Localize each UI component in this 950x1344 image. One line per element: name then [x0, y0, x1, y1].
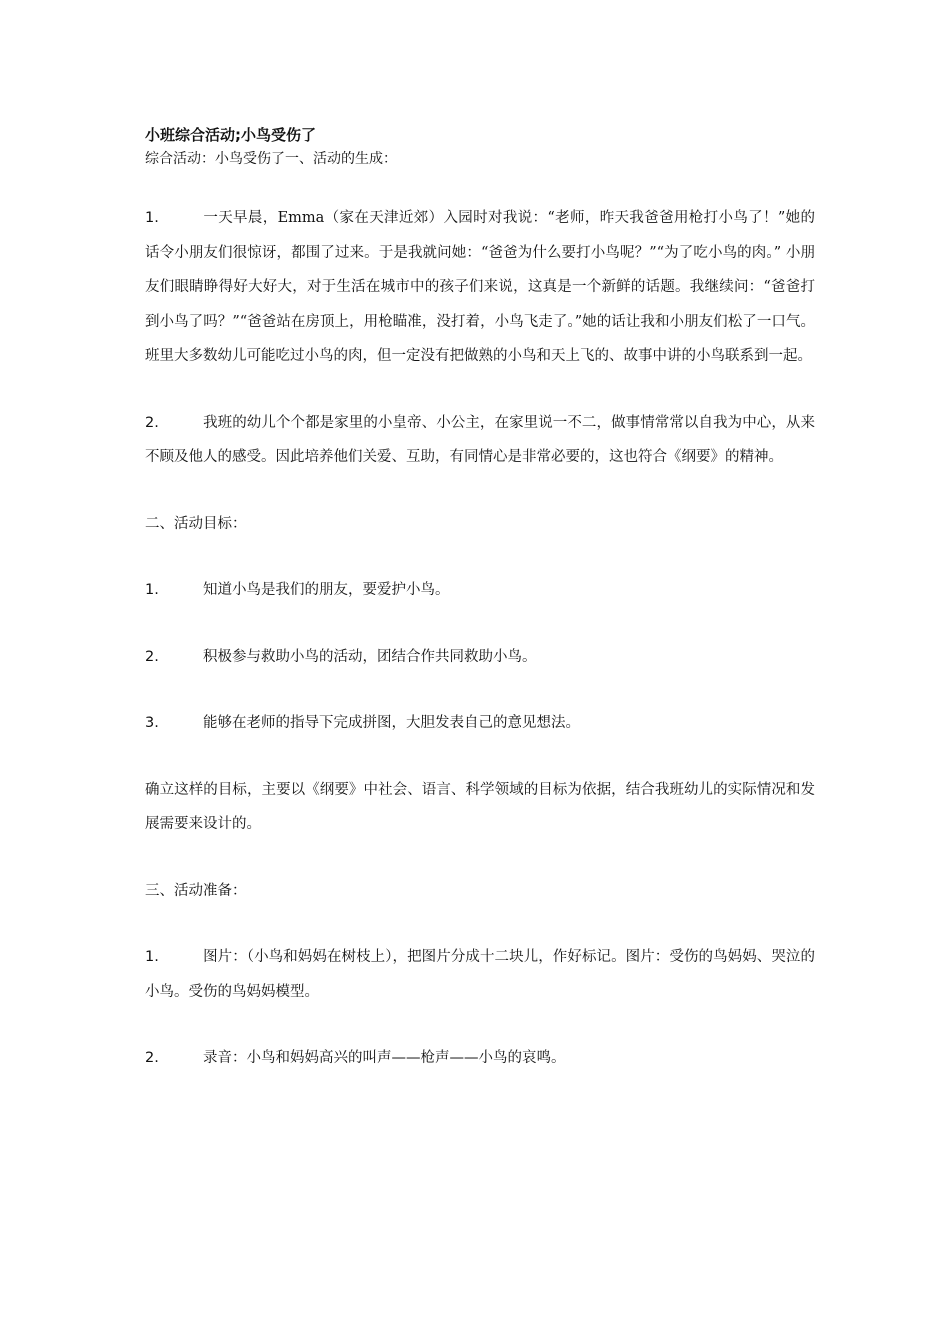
spacer: [145, 608, 815, 640]
list-number: 2.: [145, 1050, 159, 1066]
list-text: 图片：（小鸟和妈妈在树枝上），把图片分成十二块儿，作好标记。图片：受伤的鸟妈妈、哭泣的小鸟。受伤的鸟妈妈模型。: [145, 949, 815, 1000]
goal-item-2: [145, 640, 815, 675]
list-text: 知道小鸟是我们的朋友，要爱护小鸟。: [203, 582, 450, 598]
list-text: 我班的幼儿个个都是家里的小皇帝、小公主，在家里说一不二，做事情常常以自我为中心，从来不顾及他人的感受。因此培养他们关爱、互助，有同情心是非常必要的，这也符合《纲要》的精神。: [145, 414, 815, 465]
document-page: [145, 124, 815, 1076]
prep-item-2: [145, 1041, 815, 1076]
list-text: 一天早晨，Emma（家在天津近郊）入园时对我说：“老师，昨天我爸爸用枪打小鸟了！”她的话令小朋友们很惊讶，都围了过来。于是我就问她：“爸爸为什么要打小鸟呢？”“为了吃小鸟的肉。” 小朋友们眼睛睁得好大好大，对于生活在城市中的孩子们来说，这真是一个新鲜的话题。我继续问：“爸爸打到小鸟了吗？”“爸爸站在房顶上，用枪瞄准，没打着，小鸟飞走了。”她的话让我和小朋友们松了一口气。班里大多数幼儿可能吃过小鸟的肉，但一定没有把做熟的小鸟和天上飞的、故事中讲的小鸟联系到一起。: [145, 210, 815, 364]
prep-item-1: [145, 940, 815, 1009]
list-number: 1.: [145, 210, 159, 226]
goals-heading: 二、活动目标：: [145, 515, 247, 532]
goals-note: 确立这样的目标，主要以《纲要》中社会、语言、科学领域的目标为依据，结合我班幼儿的实际情况和发展需要来设计的。: [145, 781, 815, 832]
list-number: 1.: [145, 582, 159, 598]
spacer: [145, 374, 815, 406]
spacer: [145, 1009, 815, 1041]
list-text: 能够在老师的指导下完成拼图，大胆发表自己的意见想法。: [203, 715, 580, 731]
list-number: 2.: [145, 648, 159, 665]
list-text: 录音：小鸟和妈妈高兴的叫声——枪声——小鸟的哀鸣。: [203, 1050, 566, 1066]
spacer: [145, 541, 815, 573]
document-title: 小班综合活动;小鸟受伤了: [145, 126, 316, 144]
spacer: [145, 741, 815, 773]
list-number: 3.: [145, 715, 159, 731]
generation-item-1: [145, 201, 815, 374]
spacer: [145, 674, 815, 706]
document-subtitle: 综合活动：小鸟受伤了一、活动的生成：: [145, 151, 397, 167]
spacer: [145, 842, 815, 874]
spacer: [145, 908, 815, 940]
goal-item-1: [145, 573, 815, 608]
list-number: 2.: [145, 414, 159, 431]
goal-item-3: [145, 706, 815, 741]
spacer: [145, 475, 815, 507]
list-text: 积极参与救助小鸟的活动，团结合作共同救助小鸟。: [203, 648, 537, 665]
generation-item-2: [145, 406, 815, 475]
prep-heading: 三、活动准备：: [145, 882, 247, 899]
list-number: 1.: [145, 949, 159, 965]
spacer: [145, 170, 815, 201]
